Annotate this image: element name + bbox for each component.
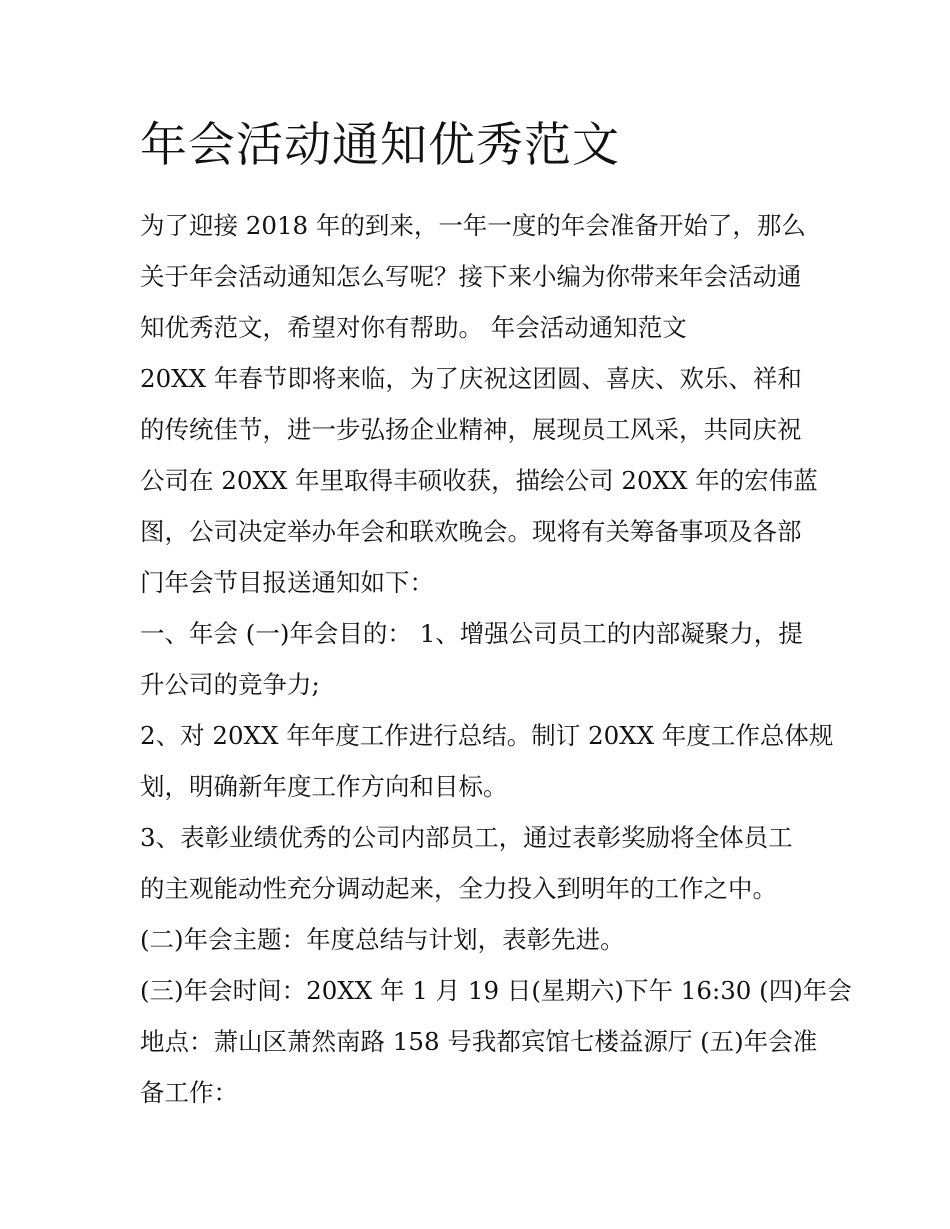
text-line: 升公司的竞争力; [140, 670, 320, 699]
text-line: 的主观能动性充分调动起来，全力投入到明年的工作之中。 [140, 874, 777, 903]
body-text [140, 200, 852, 1118]
text-line: 关于年会活动通知怎么写呢？接下来小编为你带来年会活动通 [140, 262, 802, 291]
text-line: 门年会节目报送通知如下： [140, 568, 434, 597]
text-line: 划，明确新年度工作方向和目标。 [140, 772, 508, 801]
text-line: 备工作： [140, 1078, 238, 1107]
text-line: 地点：萧山区萧然南路 158 号我都宾馆七楼益源厅 (五)年会准 [140, 1027, 818, 1056]
text-line: 20XX 年春节即将来临，为了庆祝这团圆、喜庆、欢乐、祥和 [140, 364, 802, 393]
text-line: 2、对 20XX 年年度工作进行总结。制订 20XX 年度工作总体规 [140, 721, 834, 750]
page-title: 年会活动通知优秀范文 [140, 118, 620, 173]
text-line: 3、表彰业绩优秀的公司内部员工，通过表彰奖励将全体员工 [140, 823, 793, 852]
text-line: 的传统佳节，进一步弘扬企业精神，展现员工风采，共同庆祝 [140, 415, 802, 444]
text-line: (二)年会主题：年度总结与计划，表彰先进。 [140, 925, 625, 954]
text-line: 公司在 20XX 年里取得丰硕收获，描绘公司 20XX 年的宏伟蓝 [140, 466, 818, 495]
text-line: 一、年会 (一)年会目的： 1、增强公司员工的内部凝聚力，提 [140, 619, 803, 648]
text-line: 为了迎接 2018 年的到来，一年一度的年会准备开始了，那么 [140, 211, 806, 240]
text-line: 图，公司决定举办年会和联欢晚会。现将有关筹备事项及各部 [140, 517, 802, 546]
text-line: 知优秀范文，希望对你有帮助。 年会活动通知范文 [140, 313, 687, 342]
text-line: (三)年会时间：20XX 年 1 月 19 日(星期六)下午 16:30 (四)年会 [140, 976, 852, 1005]
